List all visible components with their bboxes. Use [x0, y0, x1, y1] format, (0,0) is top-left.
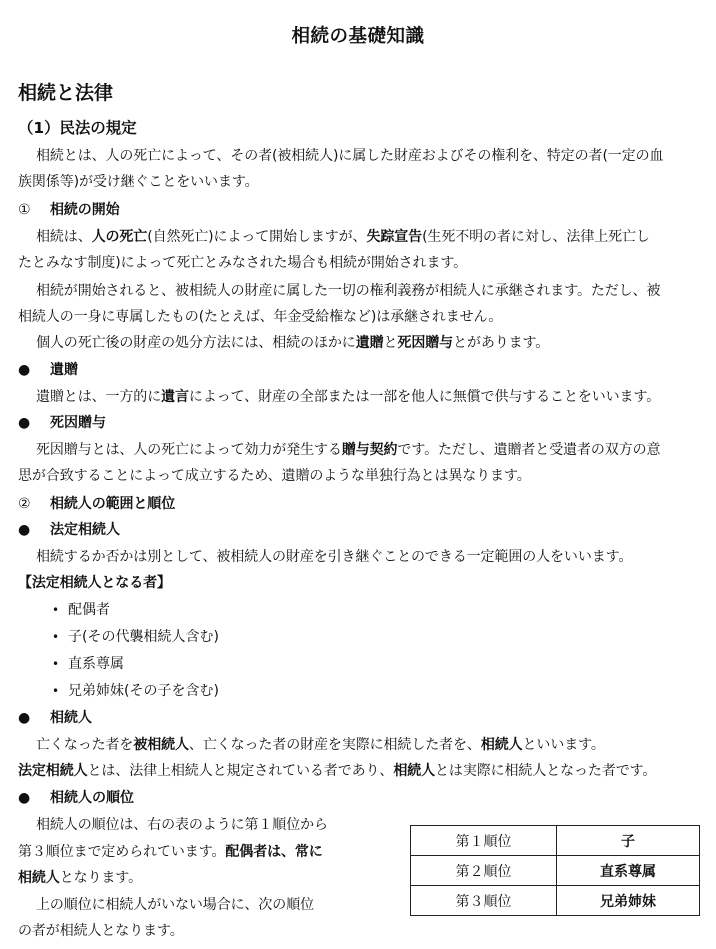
- table-cell-heir: 子: [557, 826, 700, 856]
- bullet-icon: ●: [18, 415, 31, 431]
- bold-term: 遺贈: [355, 335, 384, 351]
- text-run: 第３順位まで定められています。: [18, 844, 226, 860]
- bold-term: 人の死亡: [91, 229, 148, 245]
- text-run: とは、法律上相続人と規定されている者であり、: [87, 763, 394, 779]
- paragraph-line: [36, 333, 549, 353]
- paragraph-line: [36, 735, 605, 755]
- list-item: 配偶者: [68, 602, 110, 618]
- list-item: 直系尊属: [68, 656, 124, 672]
- table-cell-rank: 第１順位: [411, 826, 557, 856]
- text-run: と: [383, 335, 398, 351]
- table-row: [411, 856, 700, 886]
- text-run: です。ただし、遺贈者と受遺者の双方の意: [397, 442, 661, 458]
- paragraph-line: 思が合致することによって成立するため、遺贈のような単独行為とは異なります。: [18, 468, 531, 484]
- bold-term: 配偶者は、常に: [225, 844, 323, 860]
- heir-order-table: [410, 825, 700, 916]
- item-title: 遺贈: [50, 362, 78, 378]
- list-item: 子(その代襲相続人含む): [68, 629, 219, 645]
- bold-term: 相続人: [393, 763, 436, 779]
- subsection-title: （1）民法の規定: [18, 119, 137, 137]
- paragraph-line: [18, 842, 323, 862]
- item-title: 相続人の範囲と順位: [50, 496, 176, 512]
- table-cell-heir: 直系尊属: [557, 856, 700, 886]
- list-bullet-icon: •: [52, 603, 60, 617]
- text-run: 死因贈与とは、人の死亡によって効力が発生する: [36, 442, 342, 458]
- text-run: 相続は、: [36, 229, 92, 245]
- item-title: 相続人の順位: [50, 790, 134, 806]
- paragraph-line: 相続するか否かは別として、被相続人の財産を引き継ぐことのできる一定範囲の人をいいます。: [36, 549, 633, 565]
- table-cell-heir: 兄弟姉妹: [557, 886, 700, 916]
- bold-term: 死因贈与: [397, 335, 454, 351]
- list-item: 兄弟姉妹(その子を含む): [68, 683, 219, 699]
- item-title: 相続人: [50, 710, 92, 726]
- paragraph-line: [36, 387, 660, 407]
- item-title: 相続の開始: [50, 202, 120, 218]
- text-run: となります。: [59, 870, 142, 886]
- table-cell-rank: 第２順位: [411, 856, 557, 886]
- item-title: 死因贈与: [50, 415, 106, 431]
- paragraph-line: [36, 440, 660, 460]
- table-row: [411, 826, 700, 856]
- item-title: 法定相続人: [50, 522, 120, 538]
- bold-term: 相続人: [480, 737, 523, 753]
- table-row: [411, 886, 700, 916]
- item-number: ①: [18, 202, 31, 218]
- bold-term: 被相続人: [133, 737, 189, 753]
- paragraph-line: たとみなす制度)によって死亡とみなされた場合も相続が開始されます。: [18, 255, 468, 271]
- paragraph-line: [36, 227, 650, 247]
- text-run: (自然死亡)によって開始しますが、: [147, 229, 367, 245]
- paragraph-line: の者が相続人となります。: [18, 923, 184, 939]
- bold-term: 失踪宣告: [366, 229, 423, 245]
- text-run: (生死不明の者に対し、法律上死亡し: [422, 229, 650, 245]
- list-title: 【法定相続人となる者】: [18, 575, 171, 591]
- table-cell-rank: 第３順位: [411, 886, 557, 916]
- bullet-icon: ●: [18, 790, 31, 806]
- bullet-icon: ●: [18, 522, 31, 538]
- list-bullet-icon: •: [52, 630, 60, 644]
- paragraph-line: 相続が開始されると、被相続人の財産に属した一切の権利義務が相続人に承継されます。ただし、被: [36, 283, 661, 299]
- paragraph-line: 相続人の一身に専属したもの(たとえば、年金受給権など)は承継されません。: [18, 309, 503, 325]
- text-run: 個人の死亡後の財産の処分方法には、相続のほかに: [36, 335, 356, 351]
- bullet-icon: ●: [18, 362, 31, 378]
- bold-term: 法定相続人: [18, 763, 88, 779]
- item-number: ②: [18, 496, 31, 512]
- bold-term: 贈与契約: [341, 442, 398, 458]
- page-title: 相続の基礎知識: [291, 26, 425, 47]
- list-bullet-icon: •: [52, 657, 60, 671]
- bold-term: 相続人: [18, 870, 60, 886]
- text-run: といいます。: [522, 737, 605, 753]
- text-run: 遺贈とは、一方的に: [36, 389, 162, 405]
- bullet-icon: ●: [18, 710, 31, 726]
- text-run: とがあります。: [453, 335, 550, 351]
- text-run: 、亡くなった者の財産を実際に相続した者を、: [188, 737, 481, 753]
- section-heading: 相続と法律: [18, 82, 114, 104]
- paragraph-line: 族関係等)が受け継ぐことをいいます。: [18, 174, 259, 190]
- list-bullet-icon: •: [52, 684, 60, 698]
- bold-term: 遺言: [161, 389, 189, 405]
- text-run: によって、財産の全部または一部を他人に無償で供与することをいいます。: [188, 389, 661, 405]
- paragraph-line: 上の順位に相続人がいない場合に、次の順位: [36, 897, 314, 913]
- paragraph-line: [18, 868, 142, 888]
- text-run: 亡くなった者を: [36, 737, 134, 753]
- paragraph-line: 相続人の順位は、右の表のように第１順位から: [36, 817, 328, 833]
- paragraph-line: 相続とは、人の死亡によって、その者(被相続人)に属した財産およびその権利を、特定の者(一定の血: [36, 148, 664, 164]
- text-run: とは実際に相続人となった者です。: [435, 763, 657, 779]
- paragraph-line: [18, 761, 656, 781]
